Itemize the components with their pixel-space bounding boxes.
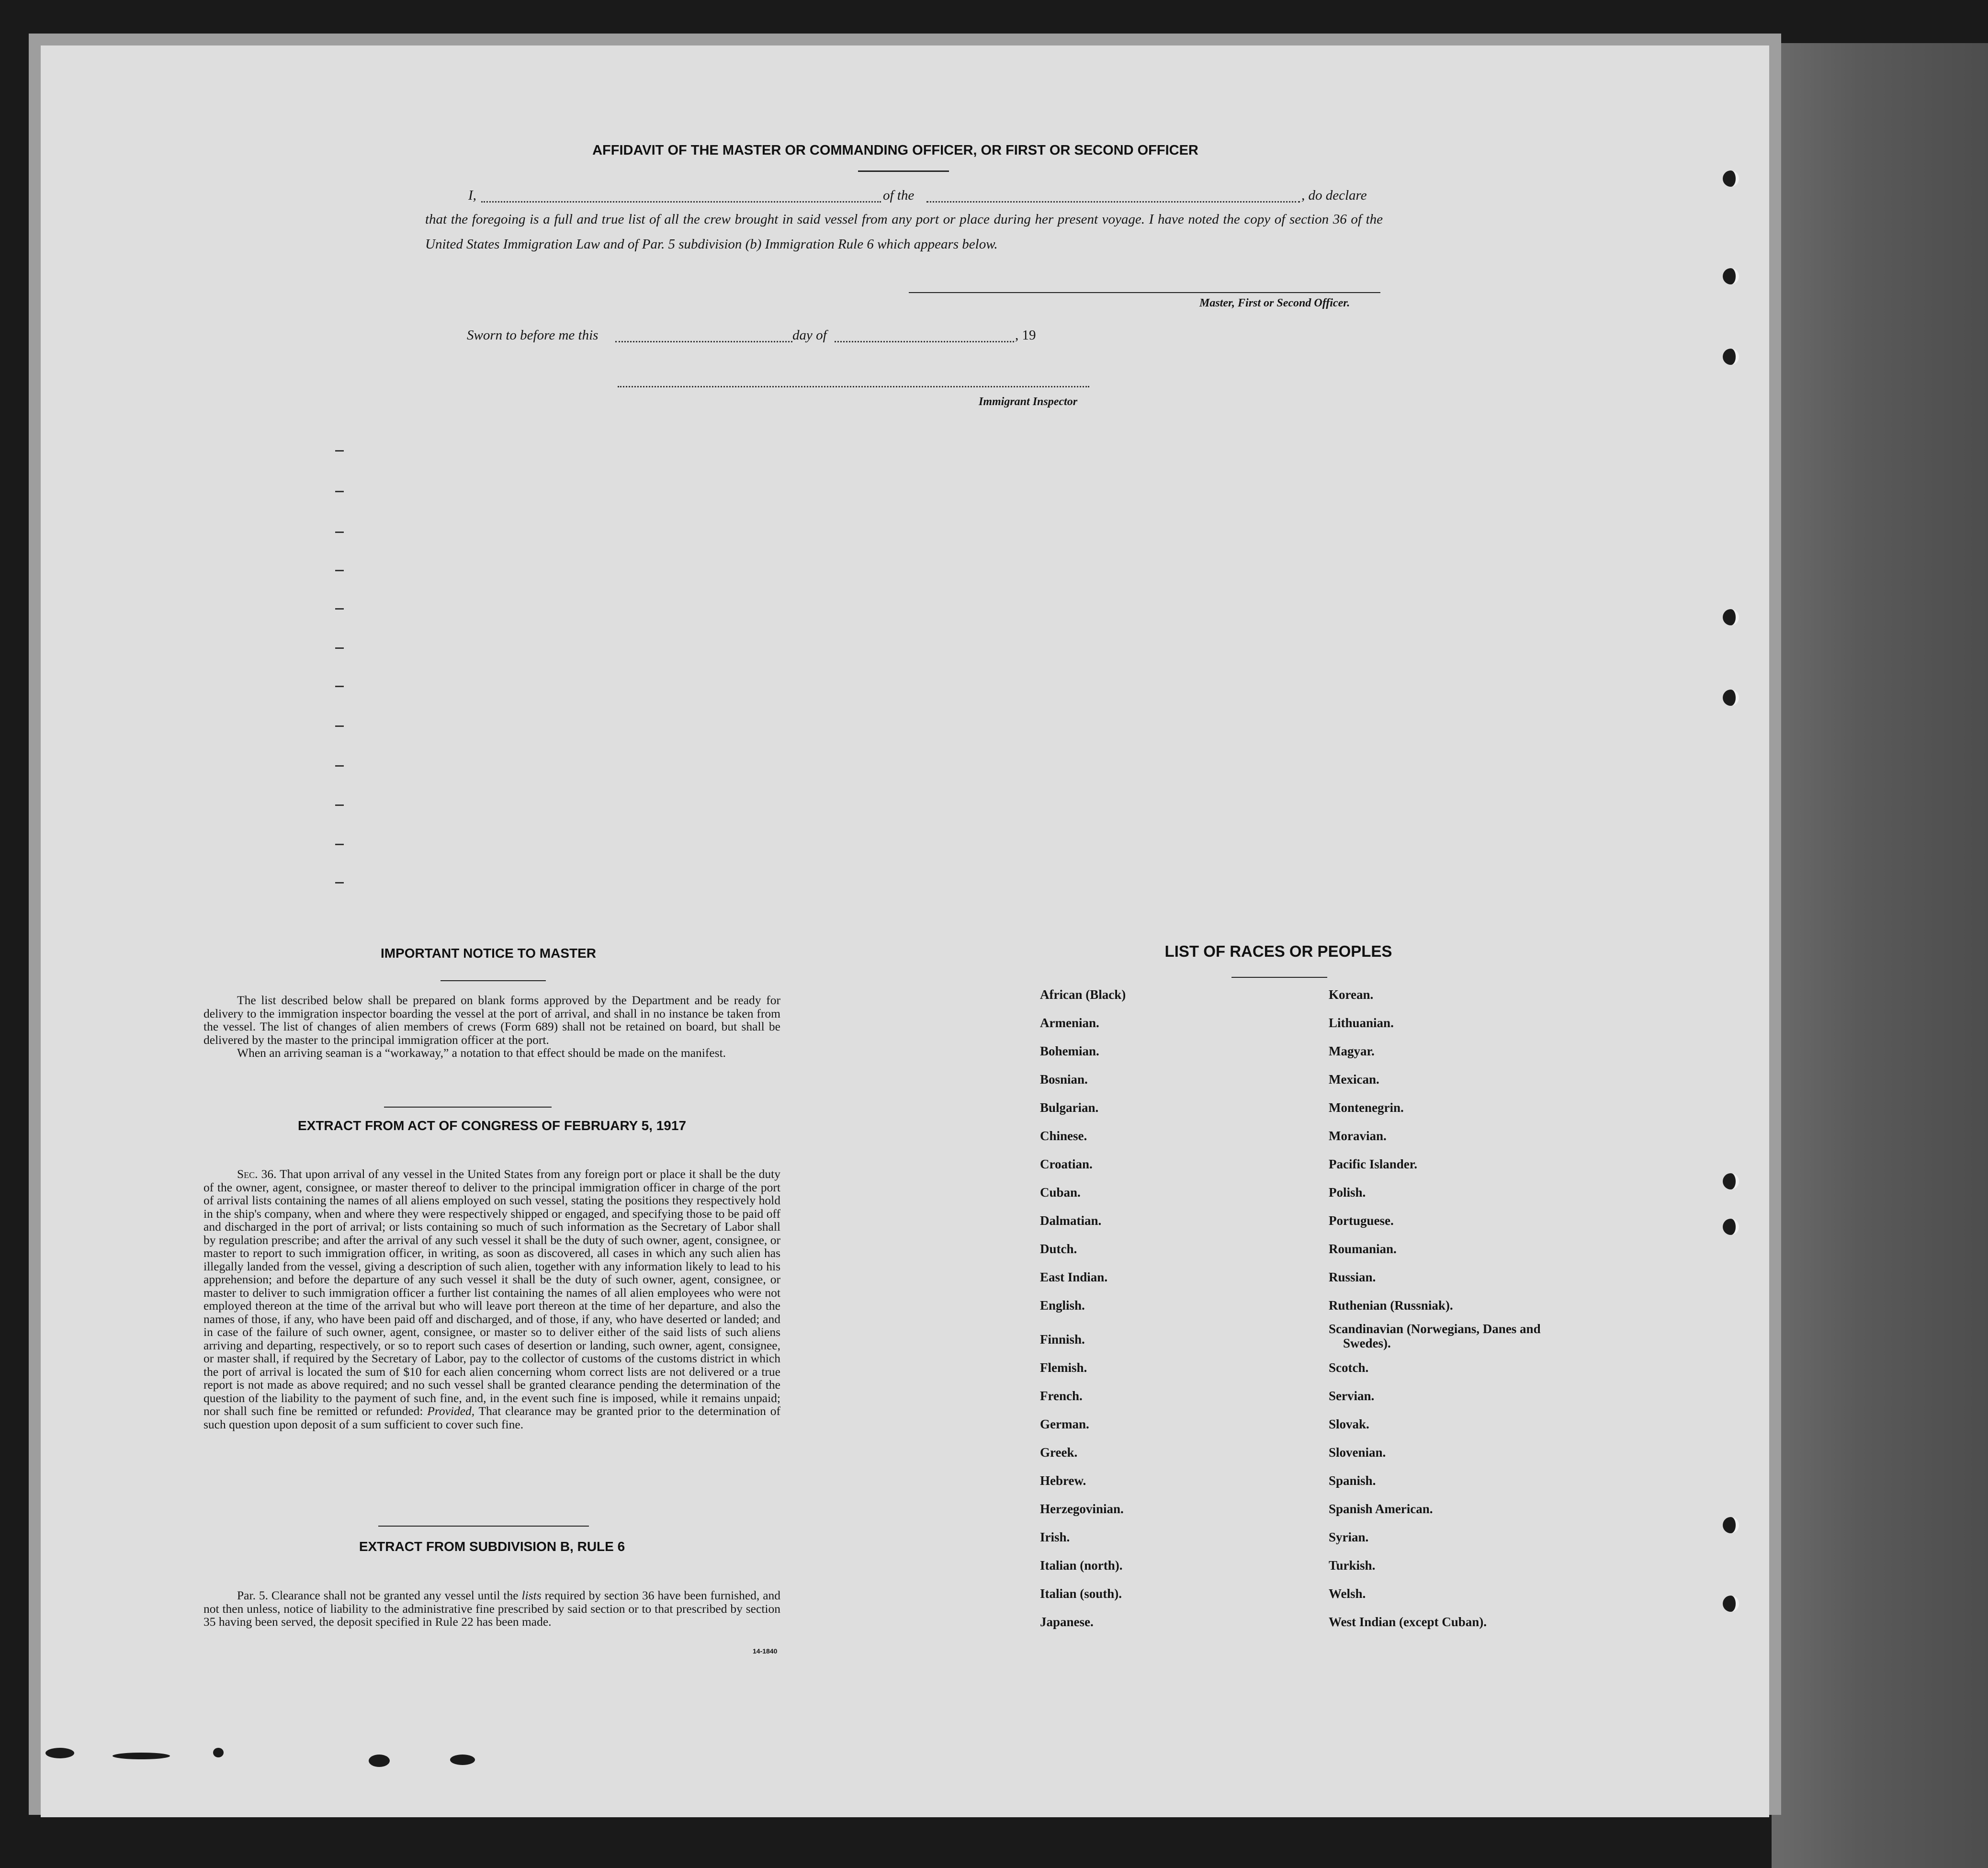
rule-text-after: required by section 36 have been furnished, and not then unless, notice of liability to the administrative fine prescribed by said section or to that prescribed by section 35 having been served, the deposit specified in Rule 22 has been made.	[203, 1588, 781, 1629]
notice-paragraph: The list described below shall be prepared on blank forms approved by the Department and be ready for delivery to the immigration inspector boarding the vessel at the port of arrival, and shall in no instance be taken from the vessel. The list of changes of alien members of crews (Form 689) shall not be retained on board, but shall be delivered by the master to the principal immigration officer at the port.	[203, 993, 780, 1047]
race-item: African (Black)	[1040, 987, 1126, 1002]
binder-hole	[1723, 690, 1739, 706]
race-item: Hebrew.	[1040, 1473, 1086, 1488]
race-item: Servian.	[1329, 1389, 1375, 1403]
race-item: Finnish.	[1040, 1332, 1085, 1347]
race-item: French.	[1040, 1389, 1083, 1403]
race-item: Scotch.	[1329, 1360, 1369, 1375]
form-number: 14-1840	[753, 1647, 778, 1655]
affidavit-of-the-label: of the	[883, 188, 915, 203]
margin-tick	[335, 608, 344, 610]
race-item: English.	[1040, 1298, 1085, 1313]
ink-smudge	[113, 1753, 170, 1759]
rule-top-rule	[378, 1526, 589, 1527]
sworn-day-line	[615, 341, 792, 342]
sworn-month-line	[835, 341, 1014, 342]
race-item: Croatian.	[1040, 1157, 1093, 1171]
scan-background-right	[1772, 43, 1988, 1868]
races-title: LIST OF RACES OR PEOPLES	[1164, 942, 1392, 960]
race-item: Magyar.	[1329, 1044, 1375, 1058]
race-item: Syrian.	[1329, 1530, 1369, 1544]
ink-smudge	[450, 1755, 475, 1765]
race-item: Italian (north).	[1040, 1558, 1123, 1573]
act-top-rule	[384, 1107, 552, 1108]
rule-body	[203, 1589, 780, 1629]
race-item: Korean.	[1329, 987, 1374, 1002]
race-item: Bohemian.	[1040, 1044, 1099, 1058]
race-item: West Indian (except Cuban).	[1329, 1615, 1487, 1629]
sworn-year-label: , 19	[1015, 328, 1036, 343]
race-item: Ruthenian (Russniak).	[1329, 1298, 1453, 1313]
race-item: Bulgarian.	[1040, 1100, 1099, 1115]
inspector-signature-line	[618, 386, 1089, 387]
race-item: German.	[1040, 1417, 1089, 1431]
act-provided-label: Provided,	[427, 1404, 475, 1418]
binder-hole	[1723, 609, 1739, 625]
race-item: Lithuanian.	[1329, 1016, 1394, 1030]
binder-hole	[1723, 349, 1739, 365]
margin-tick	[335, 725, 344, 727]
notice-body	[203, 994, 780, 1060]
race-item: Japanese.	[1040, 1615, 1094, 1629]
inspector-label: Immigrant Inspector	[979, 396, 1078, 408]
race-item: Scandinavian (Norwegians, Danes and Swedes).	[1329, 1322, 1541, 1350]
race-item: Portuguese.	[1329, 1213, 1394, 1228]
binder-hole	[1723, 268, 1739, 284]
ink-smudge	[369, 1755, 390, 1767]
race-item: Slovenian.	[1329, 1445, 1386, 1460]
race-item: Bosnian.	[1040, 1072, 1088, 1087]
notice-title: IMPORTANT NOTICE TO MASTER	[380, 946, 597, 961]
rule-lists-word: lists	[521, 1588, 542, 1602]
race-item: Spanish.	[1329, 1473, 1376, 1488]
rule-text-before: Par. 5. Clearance shall not be granted any vessel until the	[237, 1588, 519, 1602]
race-item: Italian (south).	[1040, 1586, 1122, 1601]
act-section-label: Sec. 36.	[237, 1167, 277, 1181]
binder-hole	[1723, 170, 1739, 187]
race-item: Polish.	[1329, 1185, 1366, 1200]
affidavit-do-declare-label: , do declare	[1301, 188, 1367, 203]
race-item: East Indian.	[1040, 1270, 1108, 1284]
margin-tick	[335, 532, 344, 533]
race-item: Roumanian.	[1329, 1242, 1397, 1256]
margin-tick	[335, 647, 344, 649]
margin-tick	[335, 804, 344, 806]
race-item: Spanish American.	[1329, 1502, 1433, 1516]
affidavit-title: AFFIDAVIT OF THE MASTER OR COMMANDING OFFICER, OR FIRST OR SECOND OFFICER	[592, 143, 1198, 158]
race-item: Cuban.	[1040, 1185, 1081, 1200]
race-item: Turkish.	[1329, 1558, 1376, 1573]
race-item: Chinese.	[1040, 1129, 1087, 1143]
ink-smudge	[213, 1748, 224, 1757]
race-item: Herzegovinian.	[1040, 1502, 1124, 1516]
act-text: That upon arrival of any vessel in the United States from any foreign port or place it shall be the duty of the owner, agent, consignee, or master thereof to deliver to the principal immigration officer in charge of the port of arrival lists containing the names of all aliens employed on such vessel, stating the positions they respectively hold in the ship's company, when and where they were respectively shipped or engaged, and specifying those to be paid off and discharged in the port of arrival; or lists containing so much of such information as the Secretary of Labor shall by regulation prescribe; and after the arrival of any such vessel it shall be the duty of such owner, agent, consignee, or master to report to such immigration officer, in writing, as soon as discovered, all cases in which any such alien has illegally landed from the vessel, giving a description of such alien, together with any information likely to lead to his apprehension; and before the departure of any such vessel it shall be the duty of such owner, agent, consignee, or master to deliver to such immigration officer a further list containing the names of all alien employees who were not employed thereon at the time of the arrival but who will leave port thereon at the time of her departure, and also the names of those, if any, who have been paid off and discharged, and of those, if any, who have deserted or landed; and in case of the failure of such owner, agent, consignee, or master so to deliver either of the said lists of such aliens arriving and departing, respectively, or so to report such cases of desertion or landing, such owner, agent, consignee, or master shall, if required by the Secretary of Labor, pay to the collector of customs of the customs district in which the port of arrival is located the sum of $10 for each alien concerning whom correct lists are not delivered or a true report is not made as above required; and no such vessel shall be granted clearance pending the determination of the question of the liability to the payment of such fine, and, in the event such fine is imposed, while it remains unpaid; nor shall such fine be remitted or refunded:	[203, 1167, 780, 1418]
binder-hole	[1723, 1596, 1739, 1612]
race-item: Irish.	[1040, 1530, 1070, 1544]
race-item: Armenian.	[1040, 1016, 1099, 1030]
margin-tick	[335, 570, 344, 571]
margin-tick	[335, 882, 344, 883]
race-item: Greek.	[1040, 1445, 1078, 1460]
margin-tick	[335, 844, 344, 845]
notice-paragraph: When an arriving seaman is a “workaway,” a notation to that effect should be made on the manifest.	[237, 1046, 726, 1060]
affidavit-title-rule	[858, 170, 949, 172]
race-item: Pacific Islander.	[1329, 1157, 1417, 1171]
binder-hole	[1723, 1219, 1739, 1235]
affidavit-i-label: I,	[468, 188, 476, 203]
race-item: Flemish.	[1040, 1360, 1087, 1375]
race-item: Welsh.	[1329, 1586, 1366, 1601]
race-item: Slovak.	[1329, 1417, 1369, 1431]
master-signature-line	[909, 292, 1380, 293]
margin-tick	[335, 450, 344, 452]
sworn-day-of-label: day of	[792, 328, 827, 343]
race-item: Montenegrin.	[1329, 1100, 1404, 1115]
ink-smudge	[45, 1748, 74, 1758]
affidavit-body: that the foregoing is a full and true list of all the crew brought in said vessel from any port or place during her present voyage. I have noted the copy of section 36 of the United States Immigration Law and of Par. 5 subdivision (b) Immigration Rule 6 which appears below.	[425, 212, 1383, 252]
act-title: EXTRACT FROM ACT OF CONGRESS OF FEBRUARY 5, 1917	[297, 1118, 687, 1133]
binder-hole	[1723, 1173, 1739, 1189]
notice-title-rule	[441, 980, 546, 981]
binder-hole	[1723, 1517, 1739, 1533]
race-item: Dutch.	[1040, 1242, 1077, 1256]
act-body	[203, 1167, 780, 1431]
master-name-line	[481, 201, 881, 203]
act-text-end: That clearance may be granted prior to the determination of such question upon deposit of a sum sufficient to cover such fine.	[203, 1404, 780, 1431]
race-item: Mexican.	[1329, 1072, 1379, 1087]
race-item: Dalmatian.	[1040, 1213, 1102, 1228]
master-signature-label: Master, First or Second Officer.	[1199, 297, 1350, 309]
margin-tick	[335, 765, 344, 767]
sworn-prefix: Sworn to before me this	[467, 328, 599, 343]
races-title-rule	[1231, 977, 1327, 978]
race-item: Russian.	[1329, 1270, 1376, 1284]
race-item: Moravian.	[1329, 1129, 1387, 1143]
margin-tick	[335, 491, 344, 492]
rule-title: EXTRACT FROM SUBDIVISION B, RULE 6	[359, 1539, 625, 1554]
margin-tick	[335, 686, 344, 687]
vessel-name-line	[926, 201, 1300, 203]
